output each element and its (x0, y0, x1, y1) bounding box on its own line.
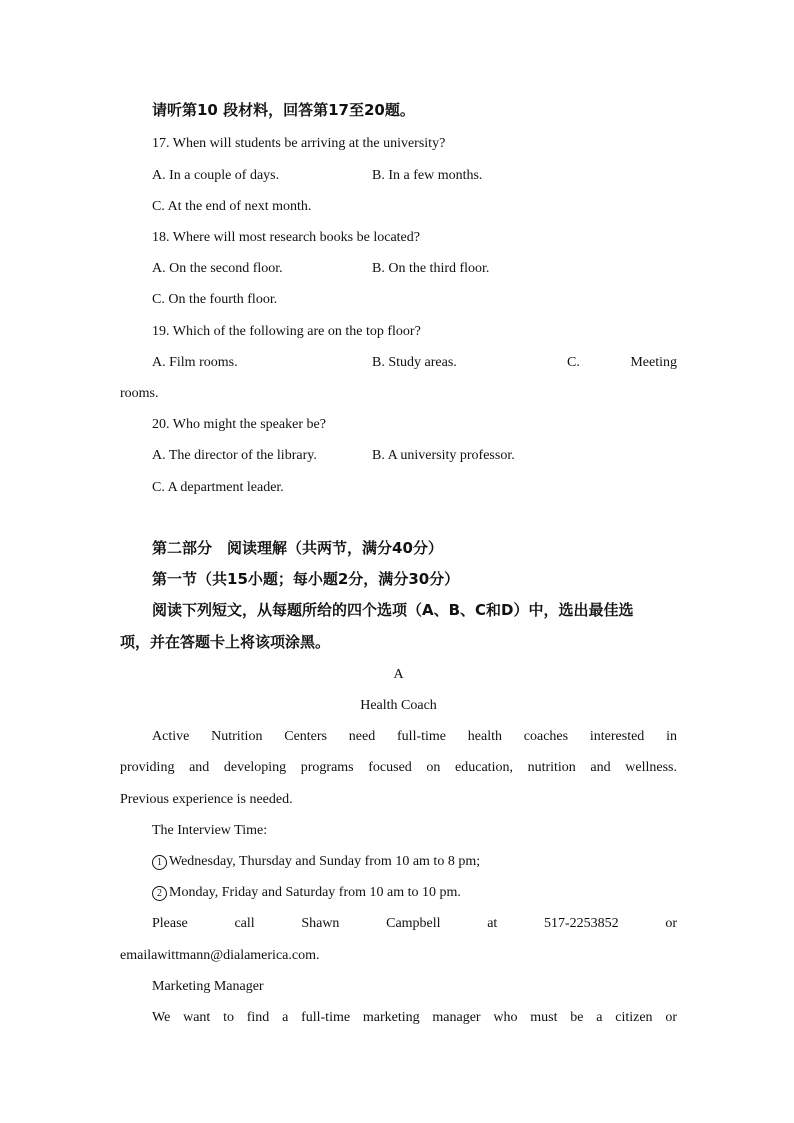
listening-instruction: 请听第10 段材料，回答第17至20题。 (152, 101, 415, 119)
reading-instruction-line2: 项，并在答题卡上将该项涂黑。 (120, 633, 331, 651)
question-17-stem: 17. When will students be arriving at the university? (152, 136, 446, 151)
q20-option-a: A. The director of the library. (152, 448, 317, 463)
question-19-options (152, 353, 677, 373)
passage-title: Health Coach (360, 698, 437, 713)
paragraph-line: Previous experience is needed. (120, 792, 293, 807)
passage-letter: A (393, 667, 404, 682)
q20-option-b: B. A university professor. (372, 448, 515, 463)
question-19-stem: 19. Which of the following are on the top floor? (152, 324, 421, 339)
q18-option-b: B. On the third floor. (372, 261, 490, 276)
interview-time-2-text: Monday, Friday and Saturday from 10 am to 10 pm. (169, 885, 461, 900)
paragraph-line: We want to find a full-time marketing manager who must be a citizen or (152, 1010, 677, 1025)
q19-option-c-continuation: rooms. (120, 386, 159, 401)
interview-time-1 (152, 852, 677, 872)
q17-option-c: C. At the end of next month. (152, 199, 312, 214)
paragraph-line: Active Nutrition Centers need full-time health coaches interested in (152, 729, 677, 744)
contact-email: emailawittmann@dialamerica.com. (120, 948, 320, 963)
q19-option-c-word: Meeting (630, 355, 677, 370)
question-18-options (152, 259, 677, 279)
question-20-stem: 20. Who might the speaker be? (152, 417, 326, 432)
contact-line: Please call Shawn Campbell at 517-2253852 or (152, 916, 677, 931)
interview-label: The Interview Time: (152, 823, 268, 838)
q18-option-a: A. On the second floor. (152, 261, 283, 276)
q19-option-c-letter: C. (567, 355, 580, 370)
question-18-stem: 18. Where will most research books be located? (152, 230, 420, 245)
q17-option-b: B. In a few months. (372, 168, 483, 183)
q18-option-c: C. On the fourth floor. (152, 292, 278, 307)
question-17-options (152, 166, 677, 186)
interview-time-2 (152, 883, 677, 903)
job-title-marketing-manager: Marketing Manager (152, 979, 264, 994)
circled-number-1: 1 (152, 855, 167, 870)
part-two-title: 第二部分 阅读理解（共两节，满分40分） (152, 539, 443, 557)
paragraph-line: providing and developing programs focused on education, nutrition and wellness. (120, 760, 677, 775)
section-one-title: 第一节（共15小题；每小题2分，满分30分） (152, 570, 460, 588)
question-20-options (152, 446, 677, 466)
q19-option-a: A. Film rooms. (152, 355, 238, 370)
q19-option-b: B. Study areas. (372, 355, 457, 370)
q20-option-c: C. A department leader. (152, 480, 284, 495)
circled-number-2: 2 (152, 886, 167, 901)
reading-instruction-line1: 阅读下列短文，从每题所给的四个选项（A、B、C和D）中，选出最佳选 (152, 601, 634, 619)
q17-option-a: A. In a couple of days. (152, 168, 280, 183)
interview-time-1-text: Wednesday, Thursday and Sunday from 10 am to 8 pm; (169, 854, 481, 869)
